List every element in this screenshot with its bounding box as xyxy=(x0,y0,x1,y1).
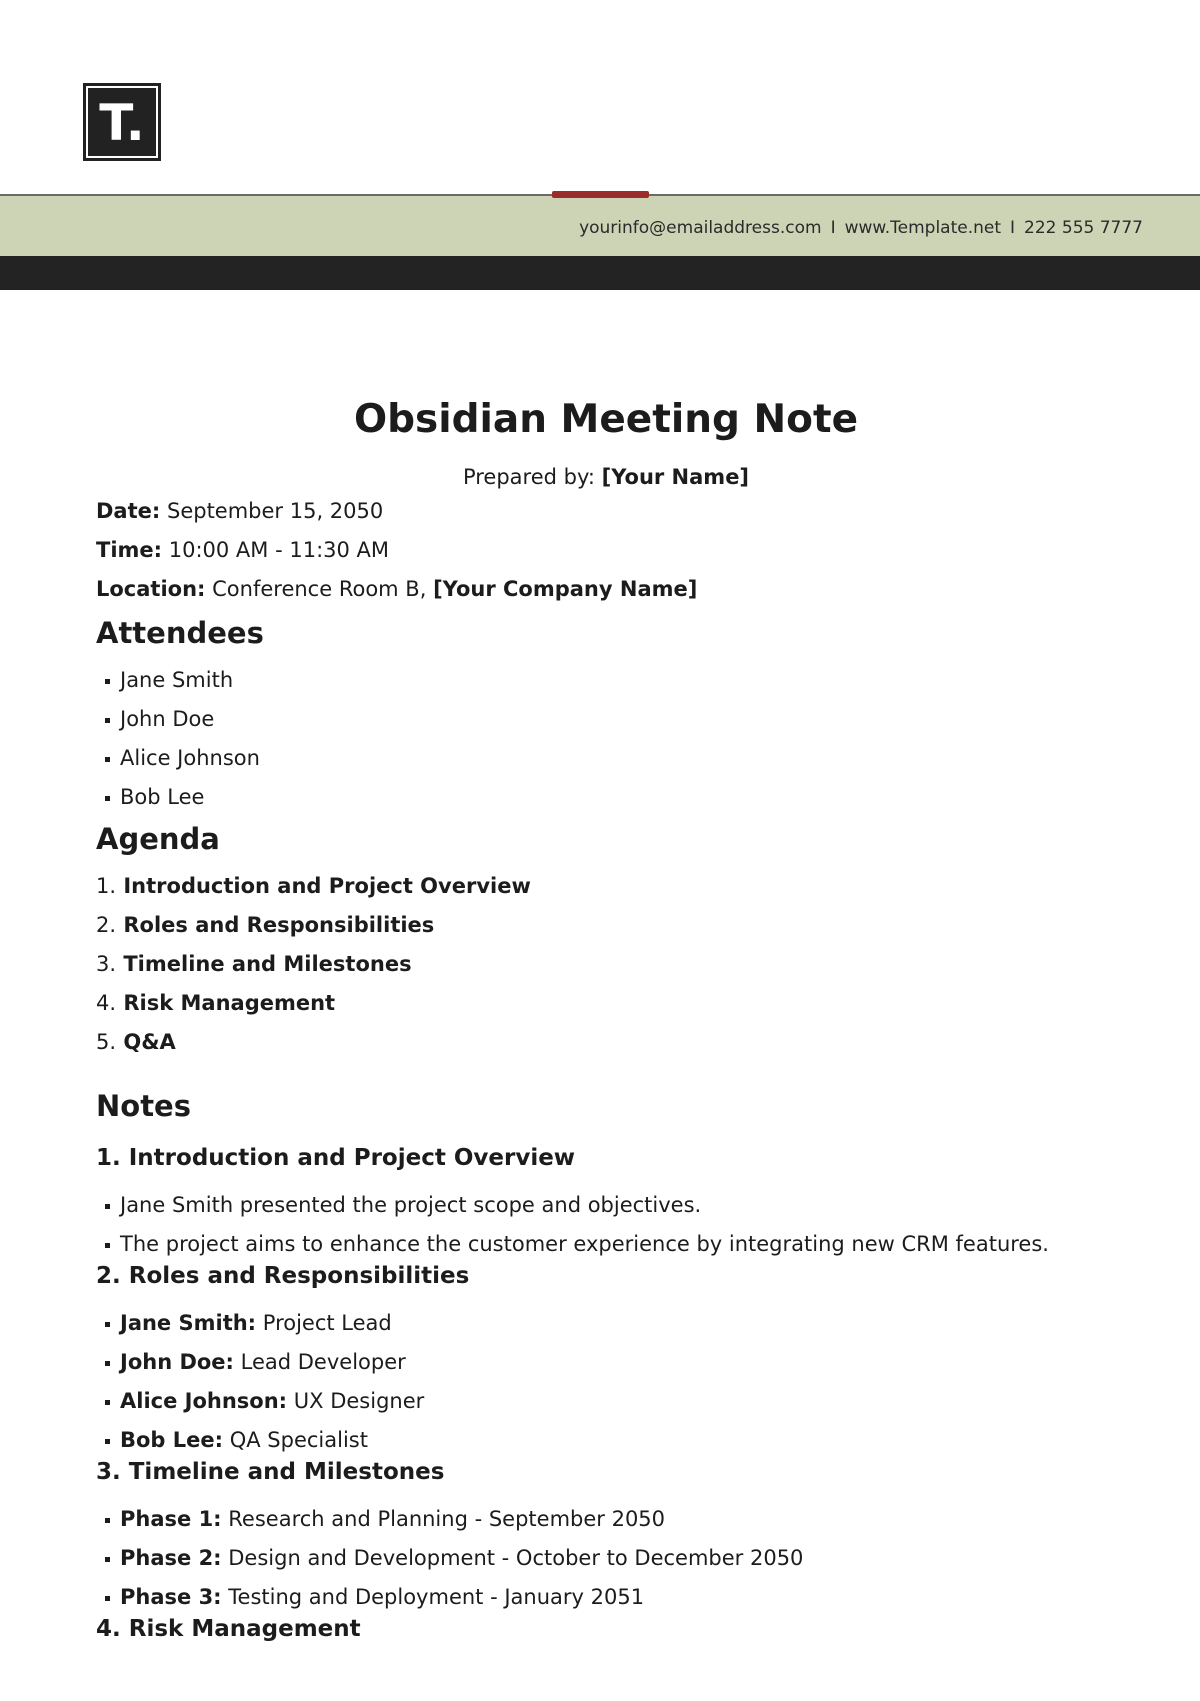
meta-location xyxy=(96,570,1116,609)
contact-phone: 222 555 7777 xyxy=(1024,218,1143,238)
role-name: Alice Johnson: xyxy=(120,1389,288,1413)
notes-section-title: 4. Risk Management xyxy=(96,1616,361,1642)
notes-section-title: 2. Roles and Responsibilities xyxy=(96,1263,470,1289)
contact-separator: I xyxy=(830,218,836,238)
list-item xyxy=(96,867,1116,906)
prepared-value: [Your Name] xyxy=(601,465,750,489)
prepared-by xyxy=(96,462,1116,492)
role-name: Bob Lee: xyxy=(120,1428,224,1452)
prepared-label: Prepared by: xyxy=(462,465,595,489)
agenda-list xyxy=(96,867,1116,1062)
attendees-list xyxy=(96,661,1116,817)
role-value: QA Specialist xyxy=(229,1428,368,1452)
phase-value: Design and Development - October to December 2050 xyxy=(228,1546,804,1570)
attendees-heading: Attendees xyxy=(96,616,264,650)
phase-value: Testing and Deployment - January 2051 xyxy=(228,1585,645,1609)
agenda-label: Risk Management xyxy=(123,991,336,1015)
time-value: 10:00 AM - 11:30 AM xyxy=(168,538,390,562)
date-value: September 15, 2050 xyxy=(166,499,384,523)
document-title: Obsidian Meeting Note xyxy=(353,397,859,442)
phase-label: Phase 1: xyxy=(120,1507,222,1531)
agenda-label: Introduction and Project Overview xyxy=(123,874,531,898)
role-name: Jane Smith: xyxy=(120,1311,257,1335)
contact-band xyxy=(0,194,1200,256)
logo-text: T. xyxy=(99,94,145,152)
list-item xyxy=(96,906,1116,945)
phase-label: Phase 3: xyxy=(120,1585,222,1609)
phase-label: Phase 2: xyxy=(120,1546,222,1570)
list-item: Jane Smith xyxy=(96,661,1116,700)
list-item: John Doe xyxy=(96,700,1116,739)
notes-section-title: 3. Timeline and Milestones xyxy=(96,1459,445,1485)
list-item: Bob Lee xyxy=(96,778,1116,817)
agenda-number: 1. xyxy=(96,874,117,898)
list-item: Jane Smith presented the project scope and objectives. xyxy=(96,1186,1116,1225)
contact-info xyxy=(579,218,1143,238)
agenda-label: Q&A xyxy=(123,1030,176,1054)
agenda-label: Roles and Responsibilities xyxy=(123,913,435,937)
notes-heading: Notes xyxy=(96,1089,191,1123)
list-item xyxy=(96,1382,1116,1421)
list-item xyxy=(96,1343,1116,1382)
role-name: John Doe: xyxy=(120,1350,234,1374)
dark-band xyxy=(0,256,1200,290)
agenda-number: 2. xyxy=(96,913,117,937)
role-value: Project Lead xyxy=(262,1311,392,1335)
contact-website: www.Template.net xyxy=(844,218,1002,238)
location-value: Conference Room B, xyxy=(212,577,427,601)
agenda-number: 3. xyxy=(96,952,117,976)
meta-time xyxy=(96,531,1116,570)
contact-separator: I xyxy=(1010,218,1016,238)
list-item xyxy=(96,945,1116,984)
agenda-number: 4. xyxy=(96,991,117,1015)
list-item: The project aims to enhance the customer experience by integrating new CRM features. xyxy=(96,1225,1116,1264)
company-logo xyxy=(83,83,161,161)
time-label: Time: xyxy=(96,538,163,562)
list-item xyxy=(96,1578,1116,1617)
agenda-number: 5. xyxy=(96,1030,117,1054)
location-company: [Your Company Name] xyxy=(433,577,698,601)
list-item: Alice Johnson xyxy=(96,739,1116,778)
agenda-heading: Agenda xyxy=(96,822,220,856)
list-item xyxy=(96,984,1116,1023)
meta-date xyxy=(96,492,1116,531)
notes-section-title: 1. Introduction and Project Overview xyxy=(96,1145,576,1171)
list-item xyxy=(96,1023,1116,1062)
notes-section-list xyxy=(96,1500,1116,1617)
location-label: Location: xyxy=(96,577,206,601)
agenda-label: Timeline and Milestones xyxy=(123,952,412,976)
list-item xyxy=(96,1500,1116,1539)
notes-section-list xyxy=(96,1186,1116,1264)
phase-value: Research and Planning - September 2050 xyxy=(228,1507,666,1531)
date-label: Date: xyxy=(96,499,161,523)
list-item xyxy=(96,1421,1116,1460)
role-value: UX Designer xyxy=(293,1389,425,1413)
document-body xyxy=(96,390,1116,1649)
accent-bar xyxy=(552,191,649,198)
list-item xyxy=(96,1304,1116,1343)
list-item xyxy=(96,1539,1116,1578)
notes-section-list xyxy=(96,1304,1116,1460)
role-value: Lead Developer xyxy=(240,1350,406,1374)
contact-email: yourinfo@emailaddress.com xyxy=(579,218,822,238)
